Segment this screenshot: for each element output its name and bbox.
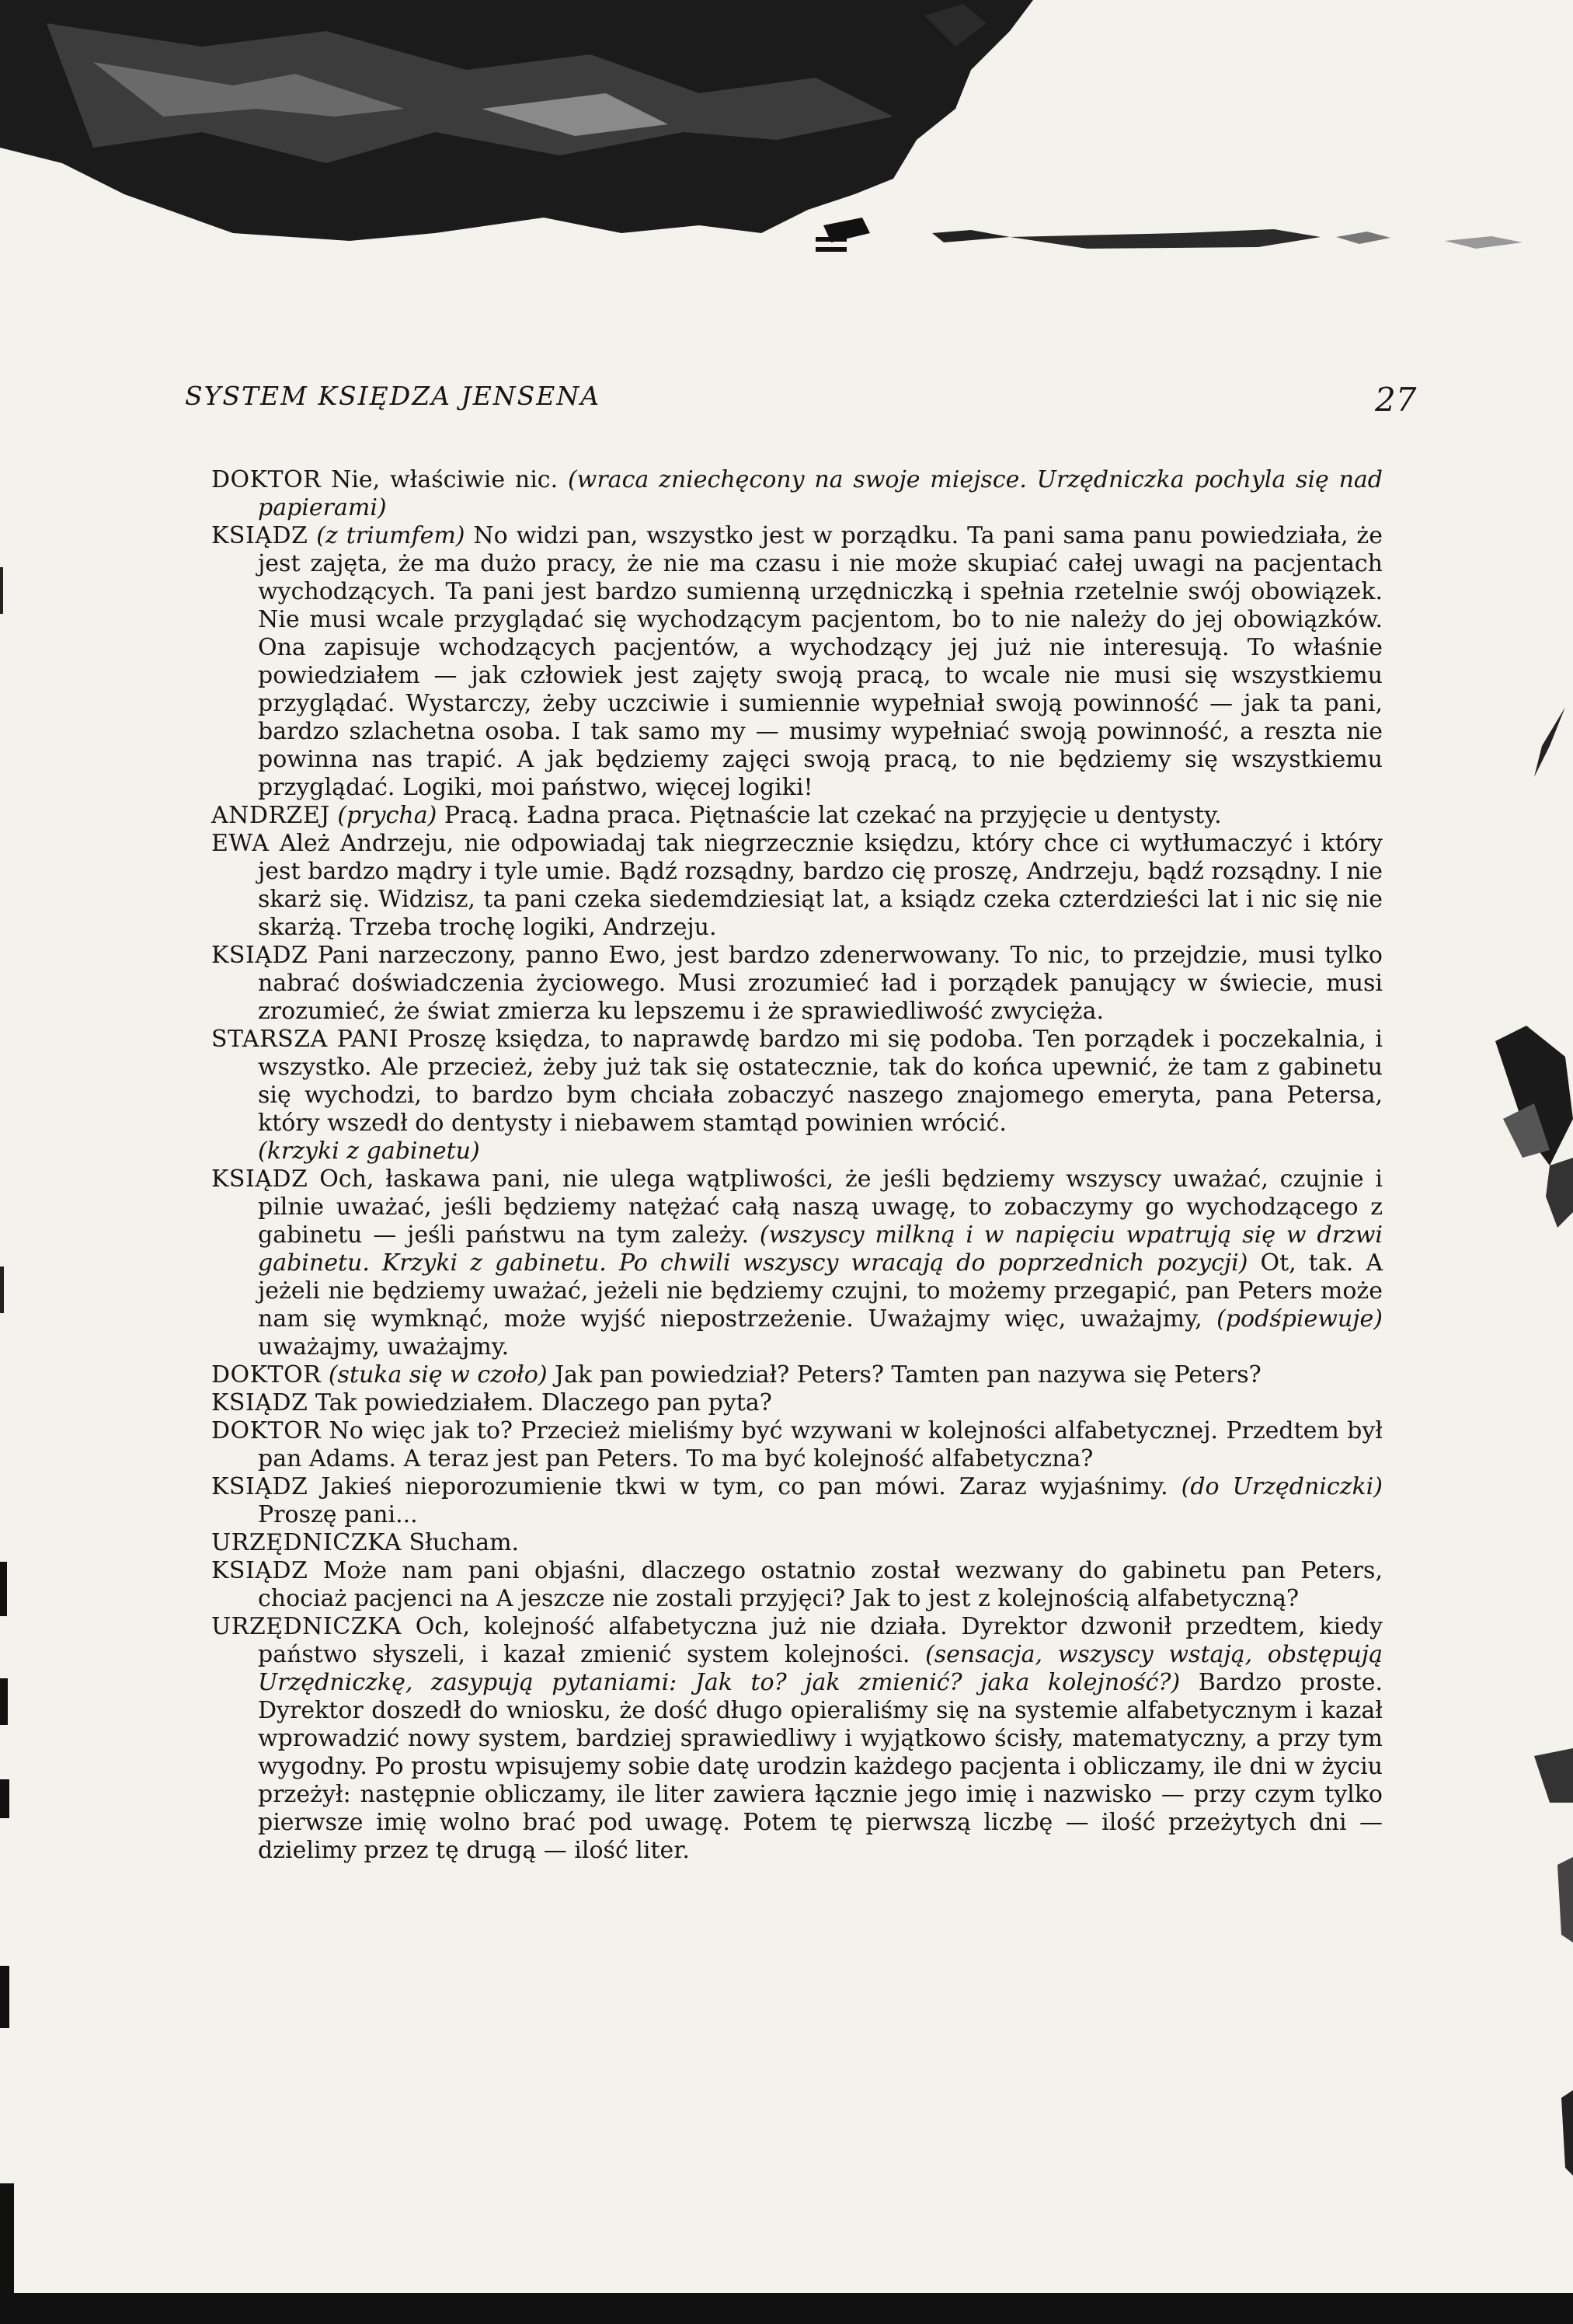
stage-direction-line: (krzyki z gabinetu): [258, 1138, 480, 1165]
line-text: Bardzo proste. Dyrektor doszedł do wniosku, że dość długo opieraliśmy się na systemie alfabetycznym i kazał wprowadzić nowy system, bardziej sprawiedliwy i wyjątkowo ścisły, matematyczny, a przy tym wygodny. Po prostu wpisujemy sobie datę urodzin każdego pacjenta i obliczamy, ile dni w życiu przeżył: następnie obliczamy, ile liter zawiera łącznie jego imię i nazwisko — przy czym tylko pierwsze imię wolno brać pod uwagę. Potem tę pierwszą liczbę — ilość przeżytych dni — dzielimy przez tę drugą — ilość liter.: [258, 1669, 1383, 1864]
line-text: Jakieś nieporozumienie tkwi w tym, co pan mówi. Zaraz wyjaśnimy.: [321, 1473, 1168, 1500]
line-text: Och, łaskawa pani, nie ulega wątpliwości, że jeśli będziemy wszyscy uważać, czujnie i pilnie uważać, jeśli będziemy natężać całą naszą uwagę, to zobaczymy go wychodzącego z gabinetu — jeśli państwu na tym zależy.: [258, 1165, 1383, 1249]
dialogue-line: [211, 1557, 1383, 1613]
line-text: Pani narzeczony, panno Ewo, jest bardzo zdenerwowany. To nic, to przejdzie, musi tylko nabrać doświadczenia życiowego. Musi zrozumieć ład i porządek panujący w świecie, musi zrozumieć, że świat zmierza ku lepszemu i że sprawiedliwość zwycięża.: [258, 942, 1383, 1025]
dialogue-line: [211, 1165, 1383, 1361]
speaker-name: URZĘDNICZKA: [211, 1613, 402, 1640]
dialogue-line: [211, 522, 1383, 802]
speaker-name: EWA: [211, 830, 270, 857]
right-scan-edge: [1480, 622, 1573, 2324]
dialogue-line: [211, 802, 1383, 830]
line-text: Och, kolejność alfabetyczna już nie działa. Dyrektor dzwonił przedtem, kiedy państwo słyszeli, i kazał zmienić system kolejności.: [258, 1613, 1383, 1668]
play-text: [211, 466, 1383, 1865]
line-text: Ależ Andrzeju, nie odpowiadaj tak niegrzecznie księdzu, który chce ci wytłumaczyć i który jest bardzo mądry i tyle umie. Bądź rozsądny, bardzo cię proszę, Andrzeju, bądź rozsądny. I nie skarż się. Widzisz, ta pani czeka siedemdziesiąt lat, a ksiądz czeka czterdzieści lat i nic się nie skarżą. Trzeba trochę logiki, Andrzeju.: [258, 830, 1383, 941]
dialogue-line: [211, 942, 1383, 1026]
dialogue-line: [211, 1389, 1383, 1417]
line-text: No widzi pan, wszystko jest w porządku. Ta pani sama panu powiedziała, że jest zajęta, że ma dużo pracy, że nie ma czasu i nie może skupiać całej uwagi na pacjentach wychodzących. Ta pani jest bardzo sumienną urzędniczką i spełnia rzetelnie swój obowiązek. Nie musi wcale przyglądać się wychodzącym pacjentom, bo to nie należy do jej obowiązków. Ona zapisuje wchodzących pacjentów, a wychodzący jej już nie interesują. To właśnie powiedziałem — jak człowiek jest zajęty swoją pracą, to wcale nie musi się wszystkiemu przyglądać. Wystarczy, żeby uczciwie i sumiennie wypełniał swoją powinność — jak ta pani, bardzo szlachetna osoba. I tak samo my — musimy wypełniać swoją powinność, a reszta nie powinna nas trapić. A jak będziemy zajęci swoją pracą, to nie będziemy się wszystkiemu przyglądać. Logiki, moi państwo, więcej logiki!: [258, 522, 1383, 801]
speaker-name: DOKTOR: [211, 1417, 322, 1444]
line-text: Tak powiedziałem. Dlaczego pan pyta?: [315, 1389, 772, 1416]
stage-direction: (z triumfem): [316, 522, 465, 549]
speaker-name: KSIĄDZ: [211, 1557, 308, 1584]
bottom-scan-edge: [0, 2293, 1573, 2324]
dialogue-line: [211, 1613, 1383, 1865]
speaker-name: URZĘDNICZKA: [211, 1529, 402, 1556]
line-text: Pracą. Ładna praca. Piętnaście lat czekać na przyjęcie u dentysty.: [444, 802, 1222, 829]
dialogue-line: [211, 1417, 1383, 1473]
dialogue-line: [211, 1473, 1383, 1529]
speaker-name: DOKTOR: [211, 466, 322, 493]
speaker-name: KSIĄDZ: [211, 1389, 308, 1416]
speaker-name: ANDRZEJ: [211, 802, 330, 829]
line-text: No więc jak to? Przecież mieliśmy być wzywani w kolejności alfabetycznej. Przedtem był pan Adams. A teraz jest pan Peters. To ma być kolejność alfabetyczna?: [258, 1417, 1383, 1472]
left-scan-edge: [0, 256, 26, 2324]
speaker-name: KSIĄDZ: [211, 1473, 308, 1500]
speaker-name: KSIĄDZ: [211, 942, 308, 969]
page-number: 27: [1375, 381, 1417, 419]
stage-direction: (do Urzędniczki): [1181, 1473, 1383, 1500]
line-text: Ot, tak. A jeżeli nie będziemy uważać, jeżeli nie będziemy czujni, to możemy przegapić, pan Peters może nam się wymknąć, może wyjść niepostrzeżenie. Uważajmy więc, uważajmy,: [258, 1249, 1383, 1333]
dialogue-line: [211, 1026, 1383, 1138]
dialogue-line: [211, 1529, 1383, 1557]
stage-direction: (wraca zniechęcony na swoje miejsce. Urzędniczka pochyla się nad papierami): [258, 466, 1383, 521]
line-text: uważajmy, uważajmy.: [258, 1333, 510, 1361]
line-text: Proszę księdza, to naprawdę bardzo mi się podoba. Ten porządek i poczekalnia, i wszystko. Ale przecież, żeby już tak się ostatecznie, tak do końca upewnić, że tam z gabinetu się wychodzi, to bardzo bym chciała zobaczyć naszego znajomego emeryta, pana Petersa, który wszedł do dentysty i niebawem stamtąd powinien wrócić.: [258, 1026, 1383, 1137]
stage-direction: (sensacja, wszyscy wstają, obstępują Urzędniczkę, zasypują pytaniami: Jak to? jak zmienić? jaka kolejność?): [258, 1641, 1383, 1696]
running-title: SYSTEM KSIĘDZA JENSENA: [185, 381, 601, 411]
stage-direction: (prycha): [337, 802, 437, 829]
speaker-name: KSIĄDZ: [211, 522, 308, 549]
dialogue-line: [211, 1361, 1383, 1389]
dialogue-line: [211, 830, 1383, 942]
line-text: Słucham.: [409, 1529, 520, 1556]
stage-direction: (wszyscy milkną i w napięciu wpatrują się w drzwi gabinetu. Krzyki z gabinetu. Po chwili wszyscy wracają do poprzednich pozycji): [258, 1221, 1383, 1277]
speaker-name: STARSZA PANI: [211, 1026, 398, 1053]
line-text: Jak pan powiedział? Peters? Tamten pan nazywa się Peters?: [555, 1361, 1262, 1388]
speaker-name: DOKTOR: [211, 1361, 322, 1388]
stage-direction: (stuka się w czoło): [328, 1361, 548, 1388]
line-text: Może nam pani objaśni, dlaczego ostatnio został wezwany do gabinetu pan Peters, chociaż pacjenci na A jeszcze nie zostali przyjęci? Jak to jest z kolejnością alfabetyczną?: [258, 1557, 1383, 1612]
speaker-name: KSIĄDZ: [211, 1165, 308, 1193]
stage-direction: (podśpiewuje): [1216, 1305, 1383, 1333]
top-illustration-fragment: [0, 0, 1573, 280]
line-text: Nie, właściwie nic.: [331, 466, 559, 493]
line-text: Proszę pani...: [258, 1501, 418, 1528]
dialogue-line: [211, 466, 1383, 522]
